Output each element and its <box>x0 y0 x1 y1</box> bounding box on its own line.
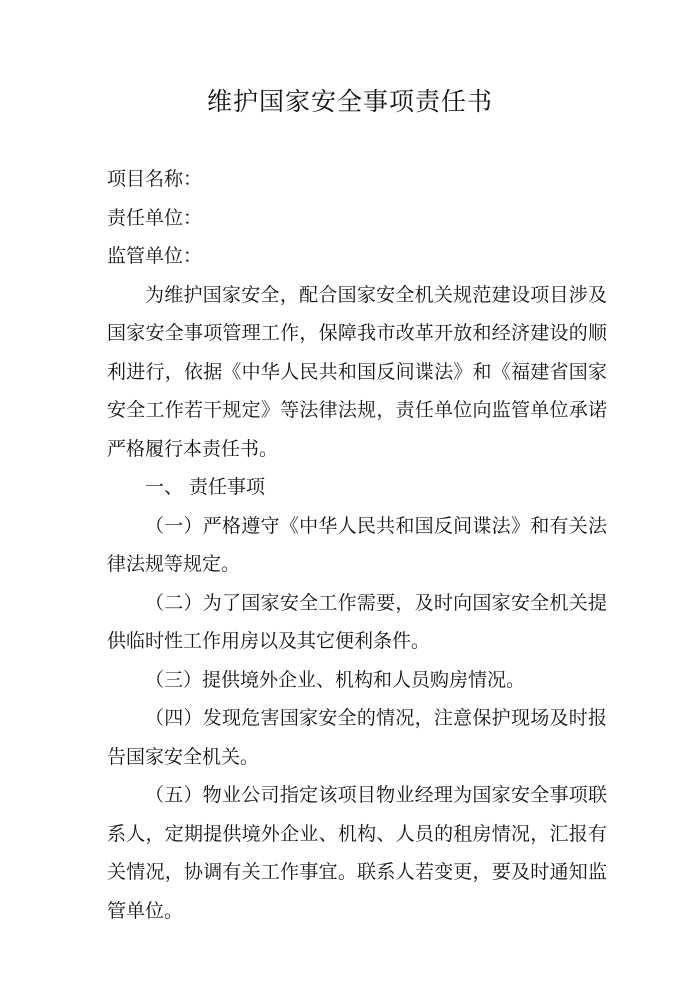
item-2-paragraph: （二）为了国家安全工作需要，及时向国家安全机关提供临时性工作用房以及其它便利条件。 <box>107 591 607 652</box>
document-title: 维护国家安全事项责任书 <box>206 87 493 116</box>
item-4-paragraph: （四）发现危害国家安全的情况，注意保护现场及时报告国家安全机关。 <box>107 707 607 768</box>
supervising-unit-field: 监管单位： <box>107 245 203 267</box>
item-1-paragraph: （一）严格遵守《中华人民共和国反间谍法》和有关法律法规等规定。 <box>107 514 607 575</box>
section-heading: 一、 责任事项 <box>145 476 266 498</box>
item-5-paragraph: （五）物业公司指定该项目物业经理为国家安全事项联系人，定期提供境外企业、机构、人员的租房情况，汇报有关情况，协调有关工作事宜。联系人若变更，要及时通知监管单位。 <box>107 784 607 922</box>
intro-paragraph: 为维护国家安全，配合国家安全机关规范建设项目涉及国家安全事项管理工作，保障我市改革开放和经济建设的顺利进行，依据《中华人民共和国反间谍法》和《福建省国家安全工作若干规定》等法律法规，责任单位向监管单位承诺严格履行本责任书。 <box>107 283 607 460</box>
responsible-unit-field: 责任单位： <box>107 206 203 229</box>
item-3-paragraph: （三）提供境外企业、机构和人员购房情况。 <box>145 668 526 691</box>
project-name-field: 项目名称： <box>107 168 203 190</box>
document-body <box>107 160 607 930</box>
